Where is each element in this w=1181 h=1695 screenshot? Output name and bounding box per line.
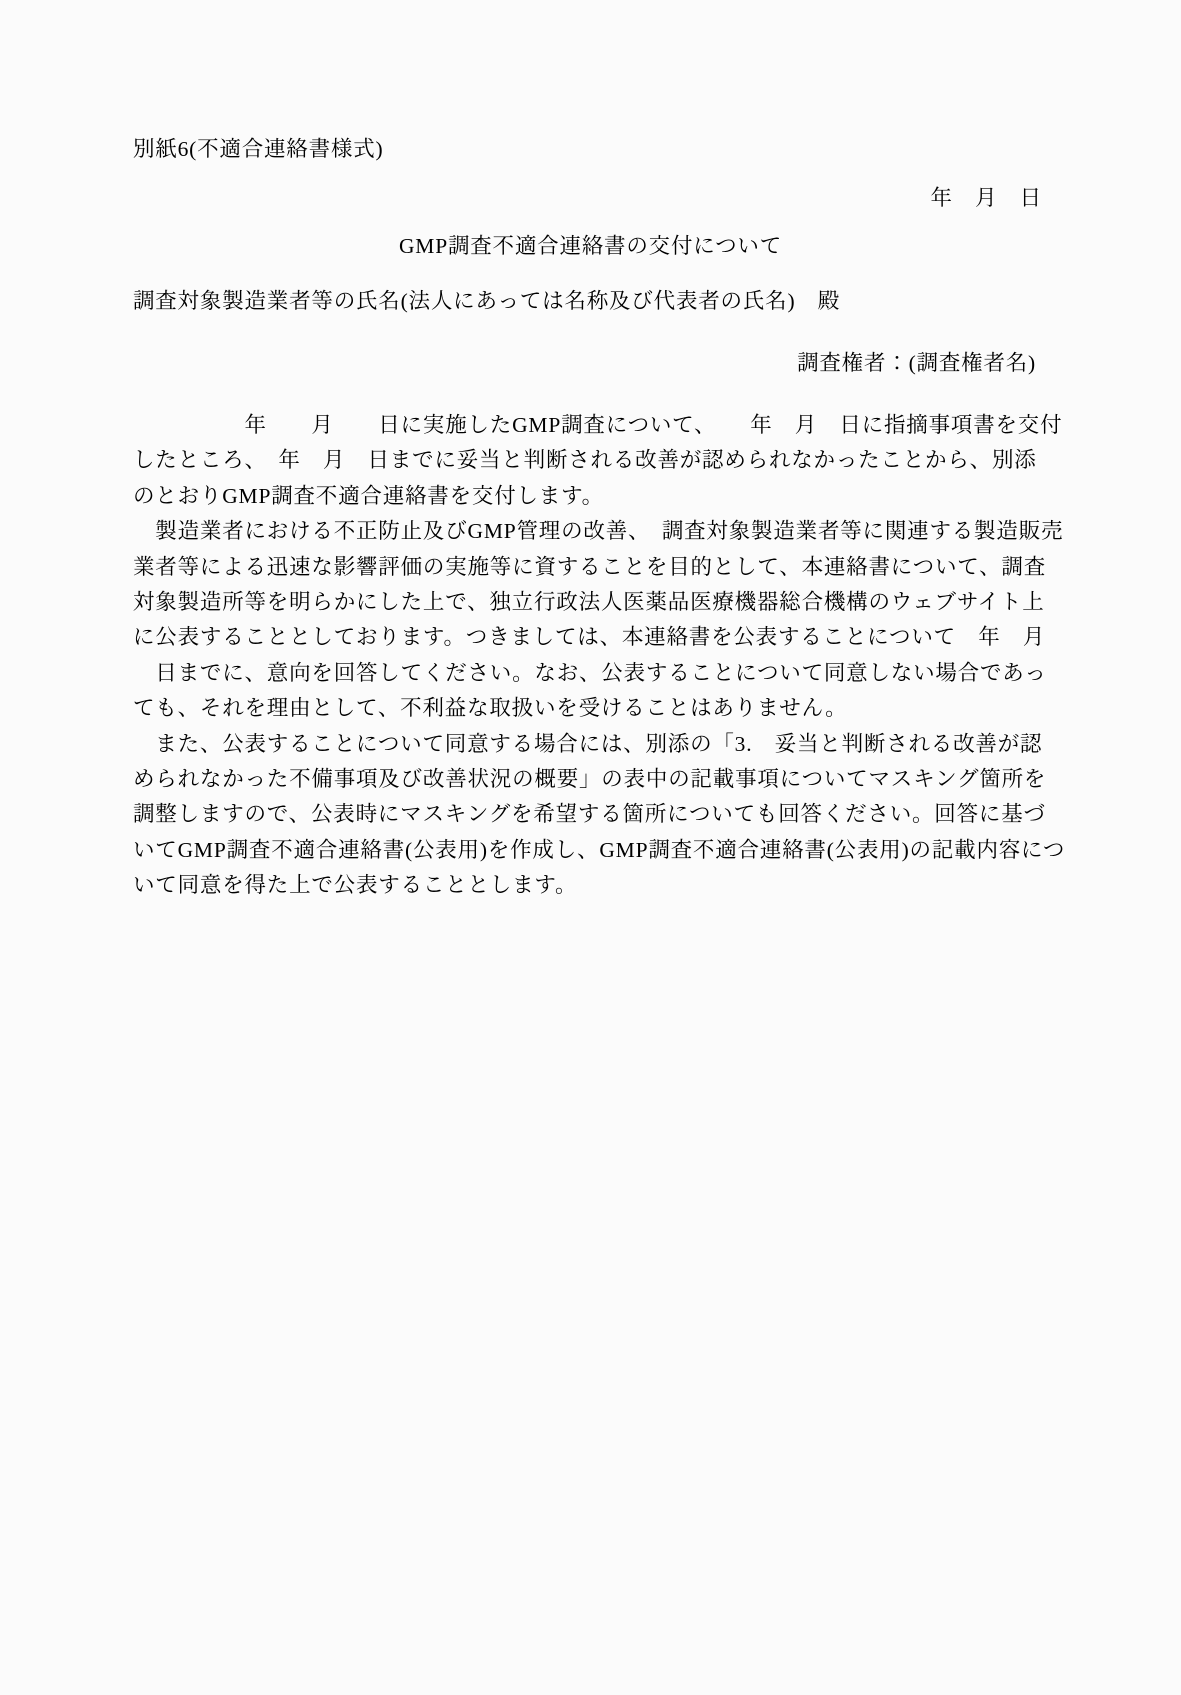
body-line: ても、それを理由として、不利益な取扱いを受けることはありません。 xyxy=(133,696,848,721)
body-text xyxy=(133,408,1066,904)
body-line: また、公表することについて同意する場合には、別添の「3. 妥当と判断される改善が認 xyxy=(133,731,1043,756)
body-line: いてGMP調査不適合連絡書(公表用)を作成し、GMP調査不適合連絡書(公表用)の記載内容につ xyxy=(133,837,1066,862)
body-line: に公表することとしております。つきましては、本連絡書を公表することについて 年 月 xyxy=(133,625,1046,650)
body-line: のとおりGMP調査不適合連絡書を交付します。 xyxy=(133,483,604,508)
body-line: 対象製造所等を明らかにした上で、独立行政法人医薬品医療機器総合機構のウェブサイト上 xyxy=(133,590,1045,615)
addressee-line: 調査対象製造業者等の氏名(法人にあっては名称及び代表者の氏名) 殿 xyxy=(133,289,841,313)
body-line: 年 月 日に実施したGMP調査について、 年 月 日に指摘事項書を交付 xyxy=(133,413,1063,437)
body-line: 日までに、意向を回答してください。なお、公表することについて同意しない場合であっ xyxy=(133,660,1047,685)
body-line: いて同意を得た上で公表することとします。 xyxy=(133,873,578,898)
document-title: GMP調査不適合連絡書の交付について xyxy=(398,234,783,258)
investigator-signature-line: 調査権者：(調査権者名) xyxy=(797,351,1036,375)
form-label: 別紙6(不適合連絡書様式) xyxy=(133,137,384,161)
body-line: 業者等による迅速な影響評価の実施等に資することを目的として、本連絡書について、調査 xyxy=(133,554,1047,579)
body-line: 製造業者における不正防止及びGMP管理の改善、 調査対象製造業者等に関連する製造販売 xyxy=(133,519,1064,544)
body-line: められなかった不備事項及び改善状況の概要」の表中の記載事項についてマスキング箇所を xyxy=(133,767,1047,792)
body-line: したところ、 年 月 日までに妥当と判断される改善が認められなかったことから、別添 xyxy=(133,448,1037,473)
date-placeholder-line: 年 月 日 xyxy=(930,186,1042,210)
body-line: 調整しますので、公表時にマスキングを希望する箇所についても回答ください。回答に基づ xyxy=(133,802,1046,827)
